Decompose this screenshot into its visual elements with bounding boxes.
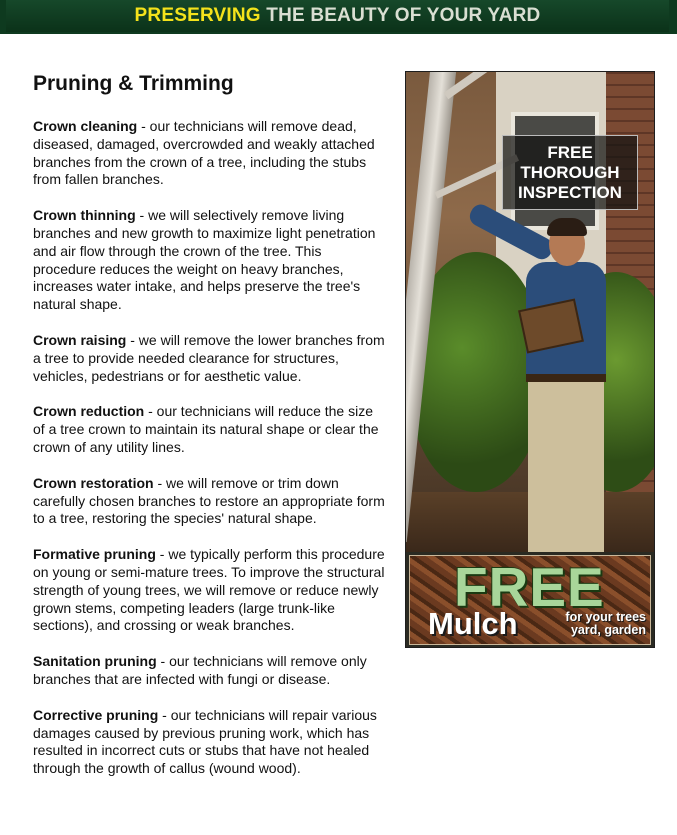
service-term: Corrective pruning (33, 706, 159, 723)
service-term: Sanitation pruning (33, 653, 157, 670)
service-item (33, 707, 388, 778)
service-item (33, 118, 388, 189)
inspection-line-1: FREE (547, 142, 593, 162)
service-term: Crown restoration (33, 474, 154, 491)
mulch-subtext: for your trees yard, garden (565, 610, 646, 637)
service-item (33, 403, 388, 456)
service-term: Crown thinning (33, 207, 136, 224)
banner-rest: THE BEAUTY OF YOUR YARD (266, 5, 541, 26)
service-item (33, 546, 388, 635)
service-item (33, 207, 388, 314)
technician-photo (406, 72, 654, 552)
banner-text (6, 0, 669, 32)
service-item (33, 475, 388, 528)
service-description: - our technicians will reduce the size of a tree crown to maintain its natural shape or clear the crown of any utility lines. (33, 403, 379, 455)
free-inspection-badge (502, 135, 638, 210)
service-term: Crown raising (33, 331, 127, 348)
service-description: - our technicians will remove dead, diseased, damaged, overcrowded and weakly attached branches from the crown of a tree, including the stubs from fallen branches. (33, 118, 375, 188)
page-title: Pruning & Trimming (33, 72, 234, 95)
promo-panel[interactable] (405, 71, 655, 648)
service-term: Crown reduction (33, 403, 145, 420)
service-description: - our technicians will repair various damages caused by previous pruning work, which has resulted in incorrect cuts or stubs that have not healed through the growth of callus (wound wood). (33, 706, 377, 777)
service-description: - we typically perform this procedure on young or semi-mature trees. To improve the structural strength of young trees, we will remove or reduce newly grown stems, competing leaders (large trunk-like sections), and crossing or weak branches. (33, 546, 385, 634)
service-description: - we will remove the lower branches from a tree to provide needed clearance for structures, vehicles, pedestrians or for aesthetic value. (33, 331, 385, 384)
inspection-line-2: THOROUGH (520, 162, 620, 182)
service-list (33, 118, 388, 796)
service-item (33, 653, 388, 689)
banner-highlight: PRESERVING (134, 5, 261, 26)
service-description: - our technicians will remove only branches that are infected with fungi or disease. (33, 653, 367, 687)
service-term: Formative pruning (33, 546, 156, 563)
service-term: Crown cleaning (33, 118, 138, 134)
mulch-word: Mulch (428, 606, 518, 641)
service-description: - we will remove or trim down carefully chosen branches to restore an appropriate form to a tree, restoring the species' natural shape. (33, 474, 385, 527)
mulch-free-text: FREE (454, 556, 605, 618)
inspection-line-3: INSPECTION (518, 182, 622, 202)
header-banner (0, 0, 677, 34)
service-description: - we will selectively remove living branches and new growth to maximize light penetration and air flow through the crown of the tree. This procedure reduces the weight on heavy branches, increases water intake, and helps preserve the tree's natural shape. (33, 207, 376, 313)
service-item (33, 332, 388, 385)
free-mulch-banner[interactable] (409, 555, 651, 645)
